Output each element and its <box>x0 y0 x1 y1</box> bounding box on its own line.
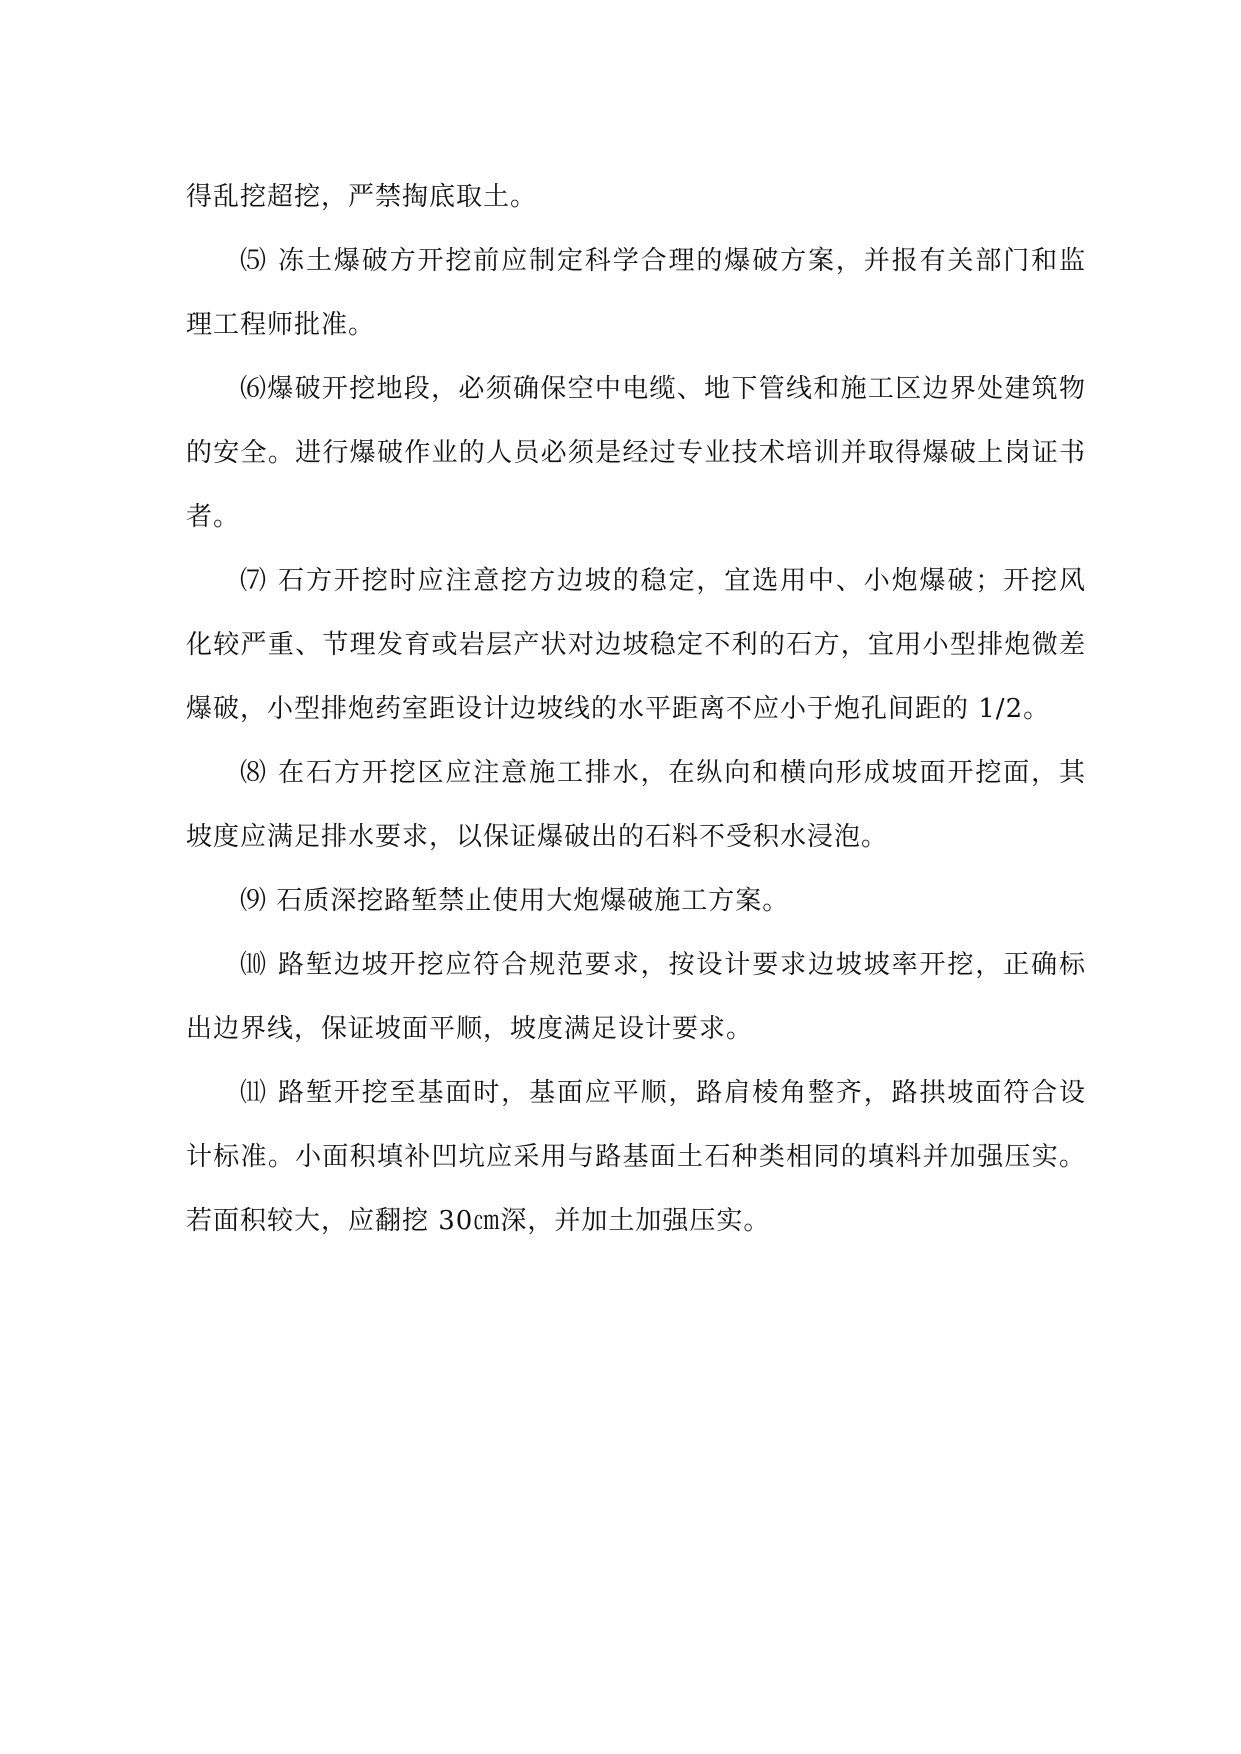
paragraph-item-5: ⑸ 冻土爆破方开挖前应制定科学合理的爆破方案，并报有关部门和监理工程师批准。 <box>186 246 1086 340</box>
paragraph-continuation: 得乱挖超挖，严禁掏底取土。 <box>186 182 538 212</box>
document-body <box>186 165 1086 1253</box>
paragraph-item-6: ⑹爆破开挖地段，必须确保空中电缆、地下管线和施工区边界处建筑物的安全。进行爆破作业的人员必须是经过专业技术培训并取得爆破上岗证书者。 <box>186 374 1086 532</box>
paragraph-item-11: ⑾ 路堑开挖至基面时，基面应平顺，路肩棱角整齐，路拱坡面符合设计标准。小面积填补凹坑应采用与路基面土石种类相同的填料并加强压实。若面积较大，应翻挖 30㎝深，并加土加强压实。 <box>186 1078 1086 1236</box>
paragraph-item-7: ⑺ 石方开挖时应注意挖方边坡的稳定，宜选用中、小炮爆破；开挖风化较严重、节理发育或岩层产状对边坡稳定不利的石方，宜用小型排炮微差爆破，小型排炮药室距设计边坡线的水平距离不应小于炮孔间距的 1/2。 <box>186 566 1086 724</box>
paragraph-item-9: ⑼ 石质深挖路堑禁止使用大炮爆破施工方案。 <box>240 886 790 916</box>
paragraph-item-8: ⑻ 在石方开挖区应注意施工排水，在纵向和横向形成坡面开挖面，其坡度应满足排水要求，以保证爆破出的石料不受积水浸泡。 <box>186 758 1086 852</box>
paragraph-item-10: ⑽ 路堑边坡开挖应符合规范要求，按设计要求边坡坡率开挖，正确标出边界线，保证坡面平顺，坡度满足设计要求。 <box>186 950 1086 1044</box>
